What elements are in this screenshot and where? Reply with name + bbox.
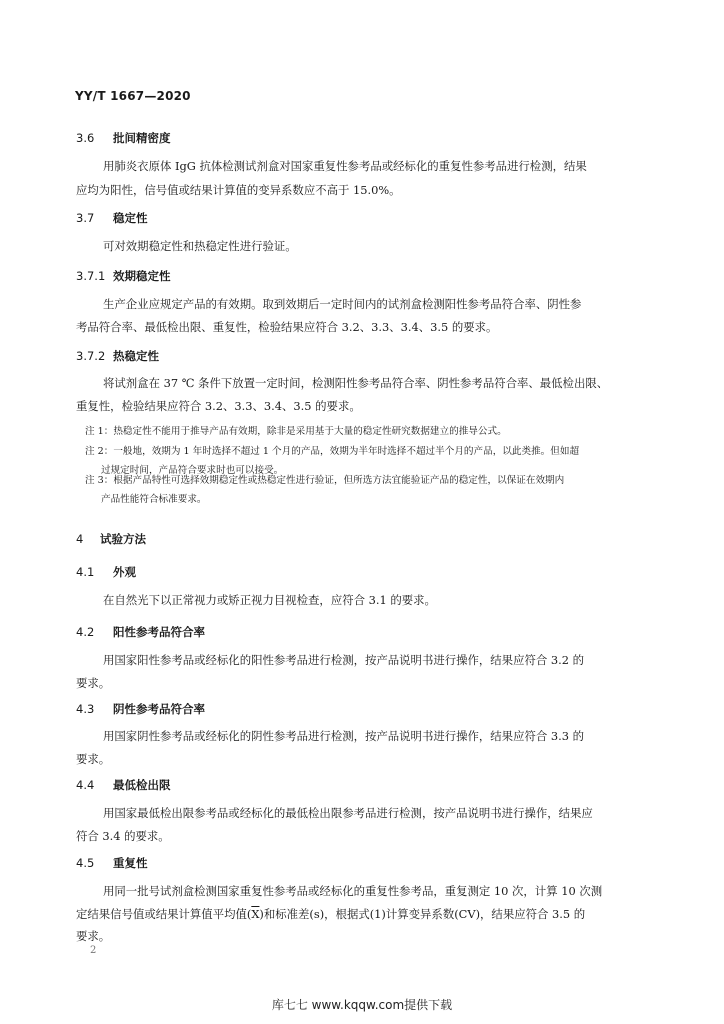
- paragraph-line: 考品符合率、最低检出限、重复性，检验结果应符合 3.2、3.3、3.4、3.5 的要求。: [76, 320, 498, 334]
- paragraph-line: 重复性，检验结果应符合 3.2、3.3、3.4、3.5 的要求。: [76, 399, 361, 413]
- section-3-7-2-heading: 3.7.2 热稳定性: [76, 349, 159, 363]
- section-4-3-heading: 4.3 阴性参考品符合率: [76, 702, 205, 716]
- download-footer: 库七七 www.kqqw.com提供下载: [271, 998, 453, 1012]
- note-2-continued: 过规定时间，产品符合要求时也可以接受。: [101, 465, 284, 476]
- section-4-4-heading: 4.4 最低检出限: [76, 778, 171, 792]
- paragraph-line: 在自然光下以正常视力或矫正视力目视检查，应符合 3.1 的要求。: [103, 593, 436, 607]
- note-3: 注 3：根据产品特性可选择效期稳定性或热稳定性进行验证，但所选方法宜能验证产品的稳定性，以保证在效期内: [85, 475, 565, 486]
- paragraph-line: 用国家最低检出限参考品或经标化的最低检出限参考品进行检测，按产品说明书进行操作，结果应: [103, 806, 593, 820]
- paragraph-line: 用国家阴性参考品或经标化的阴性参考品进行检测，按产品说明书进行操作，结果应符合 3.3 的: [103, 729, 584, 743]
- note-1: 注 1：热稳定性不能用于推导产品有效期，除非是采用基于大量的稳定性研究数据建立的推导公式。: [85, 426, 507, 437]
- paragraph-line: 要求。: [76, 676, 111, 690]
- paragraph-line: 应均为阳性，信号值或结果计算值的变异系数应不高于 15.0%。: [76, 183, 401, 197]
- section-4-5-heading: 4.5 重复性: [76, 856, 148, 870]
- page-number: 2: [90, 945, 97, 956]
- paragraph-line: 符合 3.4 的要求。: [76, 829, 170, 843]
- mean-symbol: $\overline{X}$: [251, 907, 260, 921]
- note-2: 注 2：一般地，效期为 1 年时选择不超过 1 个月的产品，效期为半年时选择不超过半个月的产品，以此类推。但如超: [85, 446, 580, 457]
- paragraph-line: 要求。: [76, 929, 111, 943]
- paragraph-line: 可对效期稳定性和热稳定性进行验证。: [103, 239, 297, 253]
- paragraph-line: 将试剂盒在 37 ℃ 条件下放置一定时间，检测阳性参考品符合率、阴性参考品符合率、最低检出限、: [103, 376, 609, 390]
- section-3-7-heading: 3.7 稳定性: [76, 211, 148, 225]
- paragraph-line: 定结果信号值或结果计算值平均值$(\overline{X})$和标准差(s)，根据式(1)计算变异系数(CV)，结果应符合 3.5 的: [76, 907, 586, 921]
- section-4-1-heading: 4.1 外观: [76, 565, 136, 579]
- paragraph-line: 用同一批号试剂盒检测国家重复性参考品或经标化的重复性参考品，重复测定 10 次，计算 10 次测: [103, 884, 603, 898]
- paragraph-line: 用肺炎衣原体 IgG 抗体检测试剂盒对国家重复性参考品或经标化的重复性参考品进行检测，结果: [103, 159, 587, 173]
- paragraph-line: 生产企业应规定产品的有效期。取到效期后一定时间内的试剂盒检测阳性参考品符合率、阴性参: [103, 297, 582, 311]
- paragraph-line: 要求。: [76, 752, 111, 766]
- section-4-heading: 4 试验方法: [76, 532, 146, 546]
- section-3-6-heading: 3.6 批间精密度: [76, 131, 171, 145]
- paragraph-line: 用国家阳性参考品或经标化的阳性参考品进行检测，按产品说明书进行操作，结果应符合 3.2 的: [103, 653, 584, 667]
- standard-code: YY/T 1667—2020: [75, 89, 191, 103]
- section-4-2-heading: 4.2 阳性参考品符合率: [76, 625, 205, 639]
- section-3-7-1-heading: 3.7.1 效期稳定性: [76, 269, 171, 283]
- note-3-continued: 产品性能符合标准要求。: [101, 494, 207, 505]
